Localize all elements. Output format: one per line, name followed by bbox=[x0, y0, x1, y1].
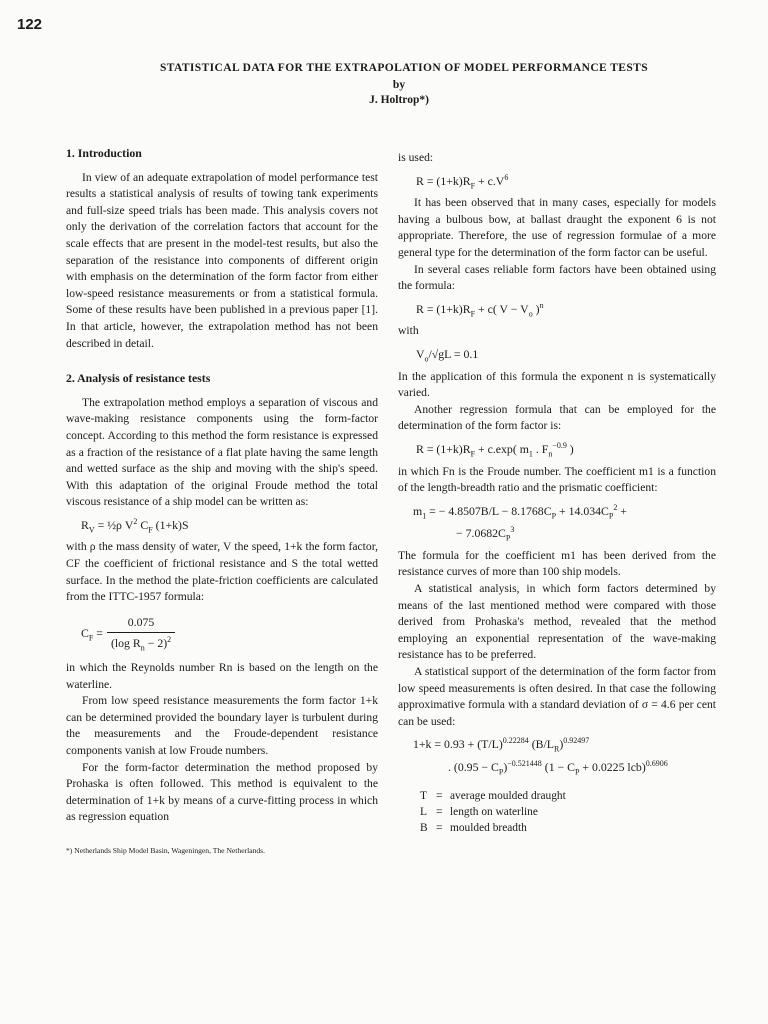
section-heading-introduction: 1. Introduction bbox=[66, 146, 142, 160]
equation-m1: $m_1$ = − $4.8507B/L - 8.1768C_P + 14.034C_P^2$ + bbox=[413, 502, 627, 521]
equation-m1-continued: − $7.0682C_P^3$ bbox=[456, 525, 515, 543]
definition-symbol: B bbox=[420, 821, 428, 834]
byline-by: by bbox=[392, 79, 406, 91]
coefficient-paragraph: The formula for the coefficient m1 has been derived from the resistance curves of more than 100 ship models. bbox=[398, 548, 716, 579]
equation-form-factor-continued: . $(0.95 - C_P)^{-0.521448}$ ($1 - C_P + 0.0225$ lcb)$^{0.6906}$ bbox=[448, 759, 668, 777]
equation-viscous-resistance: $R_V$ = ½ρ $V^2$ $C_F$ (1+k)S bbox=[81, 516, 189, 535]
definition-symbol: L bbox=[420, 805, 427, 818]
equation-ittc-1957: $C_F$ = $\frac{0.075}{(\log R_n - 2)^2}$ bbox=[81, 614, 378, 652]
section-heading-analysis: 2. Analysis of resistance tests bbox=[66, 371, 211, 386]
exponent-paragraph: In the application of this formula the exponent n is systematically varied. bbox=[398, 369, 716, 400]
definition-description: length on waterline bbox=[450, 805, 538, 818]
title-block bbox=[0, 62, 768, 106]
definition-symbol: T bbox=[420, 789, 427, 802]
statistical-analysis-paragraph: A statistical analysis, in which form factors determined by means of the last mentioned method were compared with those derived from Prohaska's method, revealed that the method employing an exponential representation of the wave-making resistance has to be preferred. bbox=[398, 582, 716, 662]
definition-equals: = bbox=[436, 789, 443, 802]
symbol-definitions bbox=[420, 788, 716, 836]
froude-paragraph: in which Fn is the Froude number. The coefficient m1 is a function of the length-breadth ratio and the prismatic coefficient: bbox=[398, 464, 716, 495]
is-used-text: is used: bbox=[398, 151, 434, 164]
equation-form-factor: $1+k = 0.93 + (T/L)^{0.22284}$ $(B/L_R)^{0.92497}$ bbox=[413, 736, 590, 754]
footnote: *) Netherlands Ship Model Basin, Wageningen, The Netherlands. bbox=[66, 845, 266, 855]
intro-paragraph: In view of an adequate extrapolation of model performance test results a statistical analysis of results of towing tank experiments and full-size speed trials has been made. This analysis covers not only the derivation of the correlation factors that account for the scale effects that are present in the model-test results, but also the separation of the resistance into components of different origin with emphasis on the determination of the form factor from either low-speed resistance measurements or from a statistical formula. Some of these results have been published in a previous paper [1]. In that article, however, the extrapolation method has not been described in detail. bbox=[66, 170, 378, 350]
bulbous-paragraph: It has been observed that in many cases, especially for models having a bulbous bow, at ballast draught the exponent 6 is not appropriate. Therefore, the use of regression formulae of a more general type for the determination of the form factor can be useful. bbox=[398, 196, 716, 259]
analysis-paragraph-3: in which the Reynolds number Rn is based on the length on the waterline. bbox=[66, 661, 378, 691]
equation-vo: $V_o/√gL = 0.1$ bbox=[416, 346, 479, 364]
equation-general-regression: $R = (1+k)R_F + c$( $V - V_o$ )$^n$ bbox=[416, 300, 544, 319]
right-column bbox=[398, 150, 716, 836]
analysis-paragraph-1: The extrapolation method employs a separation of viscous and wave-making resistance components using the form-factor concept. According to this method the form resistance is expressed as a fraction of the resistance of a flat plate having the same length and wetted surface as the ship and moving with the ship's speed. With this adaptation of the original Froude method the total viscous resistance of a ship model can be written as: bbox=[66, 395, 378, 509]
analysis-paragraph-5: For the form-factor determination the method proposed by Prohaska is often followed. This method is equivalent to the determination of 1+k by means of a curve-fitting process in which as regression equation bbox=[66, 760, 378, 824]
statistical-support-paragraph: A statistical support of the determination of the form factor from low speed measurements is often desired. In that case the following approximative formula with a standard deviation of σ = 4.6 per cent can be used: bbox=[398, 665, 716, 728]
analysis-paragraph-4: From low speed resistance measurements the form factor 1+k can be determined provided the boundary layer is turbulent during the measurements and the Froude-dependent resistance components vanish at low Froude numbers. bbox=[66, 694, 378, 757]
equation-exponential: $R = (1+k)R_F + c.\exp$( $m_1$ . $F_n^{-0.9}$ ) bbox=[416, 440, 574, 459]
equation-prohaska: $R = (1+k)R_F + c.V^6$ bbox=[416, 172, 509, 190]
definition-row bbox=[420, 788, 716, 804]
definition-description: moulded breadth bbox=[450, 821, 527, 834]
author: J. Holtrop*) bbox=[369, 94, 429, 106]
definition-equals: = bbox=[436, 821, 443, 834]
analysis-paragraph-2: with ρ the mass density of water, V the speed, 1+k the form factor, CF the coefficient of frictional resistance and S the total wetted surface. In the method the plate-friction coefficients are calculated from the ITTC-1957 formula: bbox=[66, 540, 378, 604]
left-column bbox=[66, 145, 378, 856]
with-text: with bbox=[398, 324, 419, 338]
definition-row bbox=[420, 804, 716, 820]
another-regression-paragraph: Another regression formula that can be employed for the determination of the form factor is: bbox=[398, 402, 716, 433]
several-cases-paragraph: In several cases reliable form factors have been obtained using the formula: bbox=[398, 262, 716, 293]
page-number: 122 bbox=[17, 16, 43, 33]
definition-row bbox=[420, 820, 716, 836]
paper-title: STATISTICAL DATA FOR THE EXTRAPOLATION OF MODEL PERFORMANCE TESTS bbox=[160, 62, 648, 74]
definition-description: average moulded draught bbox=[450, 789, 566, 802]
definition-equals: = bbox=[436, 805, 443, 818]
